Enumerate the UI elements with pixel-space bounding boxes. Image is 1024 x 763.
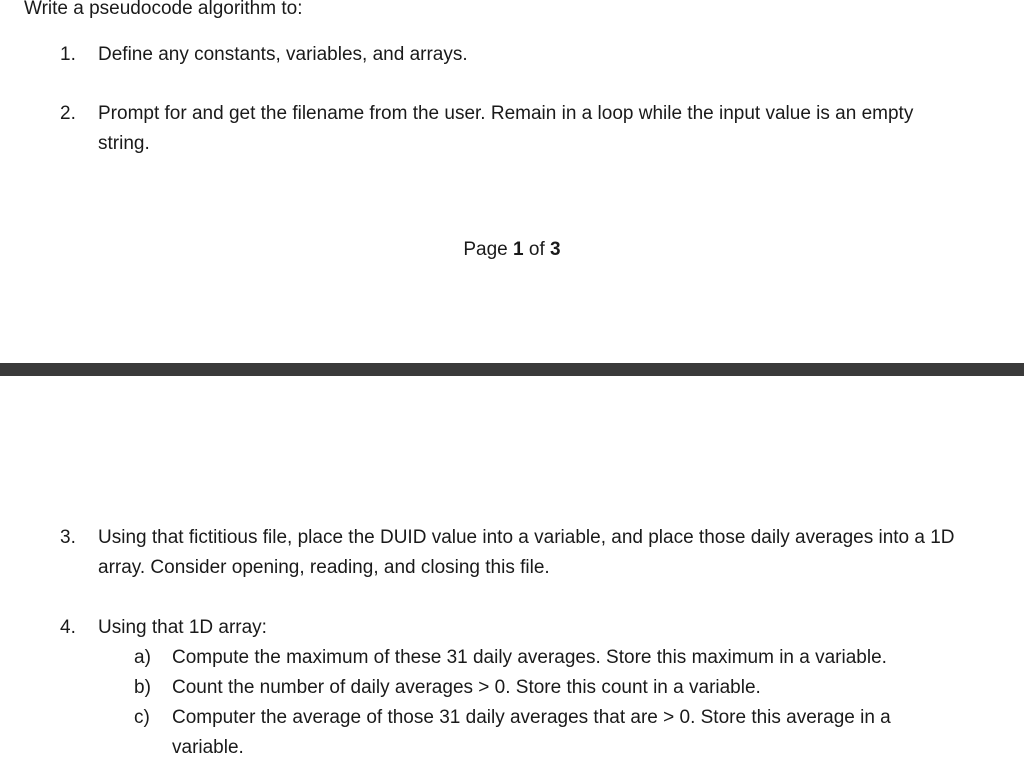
intro-heading: Write a pseudocode algorithm to: — [24, 0, 303, 19]
list-item — [60, 613, 964, 643]
sub-list-item-letter: b) — [134, 677, 151, 698]
list-item-text: Using that 1D array: — [98, 617, 267, 638]
page-label: Page — [463, 239, 508, 260]
list-item-text: Define any constants, variables, and arrays. — [98, 44, 468, 65]
list-item-number: 2. — [60, 103, 76, 124]
list-item — [60, 99, 964, 159]
list-item — [60, 523, 964, 583]
list-item-number: 1. — [60, 44, 76, 65]
list-item-text: Prompt for and get the filename from the user. Remain in a loop while the input value is an empty string. — [98, 103, 914, 154]
sub-list-item — [134, 643, 964, 673]
sub-list-item-text: Compute the maximum of these 31 daily averages. Store this maximum in a variable. — [172, 647, 887, 668]
page-of-label: of — [528, 239, 545, 260]
sub-list-item — [134, 673, 964, 703]
sub-list-item-letter: c) — [134, 707, 150, 728]
page-footer — [0, 235, 1024, 265]
list-item-number: 4. — [60, 617, 76, 638]
sub-list-item-text: Computer the average of those 31 daily averages that are > 0. Store this average in a variable. — [172, 707, 891, 758]
current-page-number: 1 — [513, 239, 524, 260]
sub-list-item-letter: a) — [134, 647, 151, 668]
total-pages-number: 3 — [550, 239, 561, 260]
page-break-divider — [0, 363, 1024, 376]
sub-list — [134, 643, 964, 763]
list-item-number: 3. — [60, 527, 76, 548]
list-item — [60, 40, 964, 70]
sub-list-item-text: Count the number of daily averages > 0. Store this count in a variable. — [172, 677, 761, 698]
sub-list-item — [134, 703, 964, 763]
list-item-text: Using that fictitious file, place the DUID value into a variable, and place those daily averages into a 1D array. Consider opening, reading, and closing this file. — [98, 527, 955, 578]
